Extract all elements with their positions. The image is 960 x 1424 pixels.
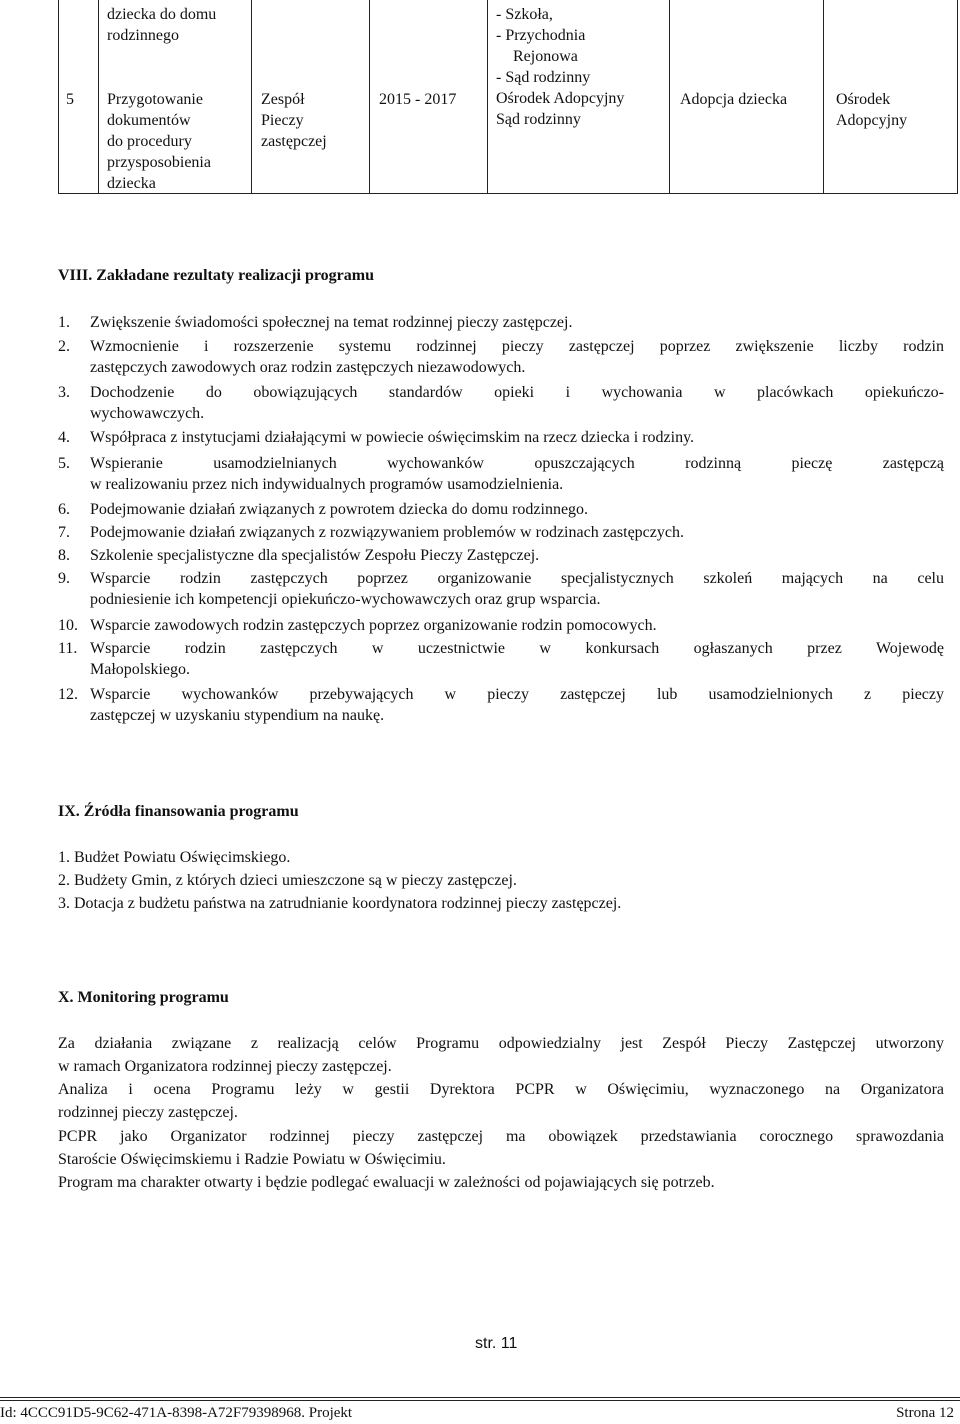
table-cell-period: 2015 - 2017 — [379, 91, 457, 108]
table-divider — [251, 0, 252, 194]
table-divider — [669, 0, 670, 194]
page-number: str. 11 — [475, 1335, 518, 1352]
section-10-heading: X. Monitoring programu — [58, 989, 229, 1006]
table-divider — [98, 0, 99, 194]
monitoring-line: Analiza i ocena Programu leży w gestii Dyrektora PCPR w Oświęcimiu, wyznaczonego na Organizatora — [58, 1081, 944, 1098]
table-cell-responsible: Ośrodek Adopcyjny — [836, 91, 908, 129]
schedule-table — [58, 0, 958, 194]
funding-line: 3. Dotacja z budżetu państwa na zatrudnianie koordynatora rodzinnej pieczy zastępczej. — [58, 895, 622, 912]
footer-divider — [0, 1397, 960, 1398]
table-cell-prev-task: dziecka do domu rodzinnego — [107, 6, 217, 44]
monitoring-line: Program ma charakter otwarty i będzie podlegać ewaluacji w zależności od pojawiających się potrzeb. — [58, 1174, 715, 1191]
footer-page-label: Strona 12 — [896, 1405, 954, 1421]
monitoring-line: Za działania związane z realizacją celów Programu odpowiedzialny jest Zespół Pieczy Zastępczej utworzony — [58, 1035, 944, 1052]
table-divider — [369, 0, 370, 194]
monitoring-line: rodzinnej pieczy zastępczej. — [58, 1104, 238, 1121]
table-cell-number: 5 — [66, 91, 74, 108]
monitoring-line: w ramach Organizatora rodzinnej pieczy zastępczej. — [58, 1058, 392, 1075]
table-cell-partners: - Szkoła, - Przychodnia Rejonowa - Sąd rodzinny Ośrodek Adopcyjny Sąd rodzinny — [496, 6, 625, 128]
section-8-heading: VIII. Zakładane rezultaty realizacji programu — [58, 267, 374, 284]
footer-document-id: Id: 4CCC91D5-9C62-471A-8398-A72F79398968. Projekt — [0, 1405, 353, 1421]
monitoring-line: Staroście Oświęcimskiemu i Radzie Powiatu w Oświęcimiu. — [58, 1151, 446, 1168]
section-9-heading: IX. Źródła finansowania programu — [58, 803, 299, 820]
table-divider — [823, 0, 824, 194]
monitoring-line: PCPR jako Organizator rodzinnej pieczy zastępczej ma obowiązek przedstawiania corocznego sprawozdania — [58, 1128, 944, 1145]
funding-line: 1. Budżet Powiatu Oświęcimskiego. — [58, 849, 291, 866]
funding-line: 2. Budżety Gmin, z których dzieci umieszczone są w pieczy zastępczej. — [58, 872, 517, 889]
table-cell-result: Adopcja dziecka — [680, 91, 788, 108]
table-cell-task: Przygotowanie dokumentów do procedury przysposobienia dziecka — [107, 91, 211, 192]
table-cell-executor: Zespół Pieczy zastępczej — [261, 91, 327, 150]
footer-divider — [0, 1400, 960, 1401]
table-divider — [487, 0, 488, 194]
